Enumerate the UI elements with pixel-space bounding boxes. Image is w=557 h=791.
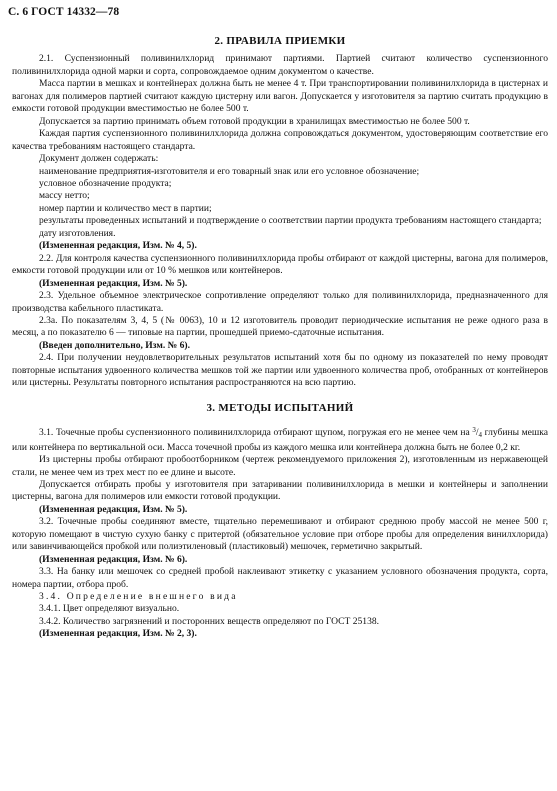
paragraph-document: Каждая партия суспензионного поливинилхлорида должна сопровождаться документом, удостоверяющим соответствие его качества требованиям настоящего стандарта. (12, 128, 548, 152)
section-3-title: 3. МЕТОДЫ ИСПЫТАНИЙ (206, 401, 354, 414)
paragraph-batch-mass: Масса партии в мешках и контейнерах должна быть не менее 4 т. При транспортировании поливинилхлорида в цистернах и вагонах для полимеров партией считают каждую цистерну или вагон. Допускается у изготовителя за партию считать продукцию в емкости готовой продукции вместимостью не более 500 т. (12, 78, 548, 115)
amendment-note: (Измененная редакция, Изм. № 5). (39, 503, 188, 515)
fraction-denominator: 4 (478, 431, 483, 440)
paragraph-2-4: 2.4. При получении неудовлетворительных результатов испытаний хотя бы по одному из показателей по нему проводят повторные испытания удвоенного количества мешков той же партии или удвоенного количества проб, отобранных от контейнеров или цистерны. Результаты повторного испытания распространяются на всю партию. (12, 352, 548, 389)
paragraph-document-contents: Документ должен содержать: (39, 153, 159, 165)
paragraph-3-4: 3.4. Определение внешнего вида (39, 591, 238, 603)
amendment-note: (Введен дополнительно, Изм. № 6). (39, 339, 190, 351)
paragraph-3-1-start: 3.1. Точечные пробы суспензионного поливинилхлорида отбирают щупом, погружая его не менее чем на (39, 427, 470, 439)
paragraph-3-2: 3.2. Точечные пробы соединяют вместе, тщательно перемешивают и отбирают среднюю пробу массой не менее 500 г, которую помещают в чистую сухую банку с притертой (обязательное условие при отборе пробы для определения винилхлорида) или завинчивающейся пробкой или полиэтиленовый (пластиковый) мешочек, герметично закрытый. (12, 516, 548, 553)
paragraph-sampling-permission: Допускается отбирать пробы у изготовителя при затаривании поливинилхлорида в мешки и контейнеры и заполнении цистерны, вагона для полимеров или емкости готовой продукции. (12, 478, 548, 503)
section-2-title: 2. ПРАВИЛА ПРИЕМКИ (214, 35, 346, 47)
paragraph-2-2: 2.2. Для контроля качества суспензионного поливинилхлорида пробы отбирают от каждой цистерны, вагона для полимеров, емкости готовой продукции или от 10 % мешков или контейнеров. (12, 252, 548, 277)
paragraph-tank-sampling: Из цистерны пробы отбирают пробоотборником (чертеж рекомендуемого приложения 2), изготовленным из нержавеющей стали, не менее чем из трех мест по ее длине и высоте. (12, 454, 548, 478)
amendment-note: (Измененная редакция, Изм. № 2, 3). (39, 628, 197, 640)
paragraph-2-3: 2.3. Удельное объемное электрическое сопротивление определяют только для поливинилхлорида, предназначенного для производства кабельного пластиката. (12, 290, 548, 314)
paragraph-3-1-end: глубины мешка или контейнера по вертикальной оси. Масса точечной пробы из каждого мешка или контейнера должна быть не более 0,2 кг. (12, 427, 548, 453)
document-item: результаты проведенных испытаний и подтверждение о соответствии партии продукта требованиям настоящего стандарта; (39, 215, 542, 227)
paragraph-2-3a: 2.3а. По показателям 3, 4, 5 (№ 0063), 10 и 12 изготовитель проводит периодические испытания не реже одного раза в месяц, а по показателю 6 — типовые на партии, прошедшей приемо-сдаточные испытания. (12, 314, 548, 339)
page-header: С. 6 ГОСТ 14332—78 (8, 6, 120, 18)
amendment-note: (Измененная редакция, Изм. № 4, 5). (39, 240, 197, 252)
document-item: наименование предприятия-изготовителя и его товарный знак или его условное обозначение; (39, 165, 420, 177)
document-item: номер партии и количество мест в партии; (39, 202, 212, 214)
paragraph-3-4-1: 3.4.1. Цвет определяют визуально. (39, 603, 180, 615)
amendment-note: (Измененная редакция, Изм. № 5). (39, 277, 188, 289)
document-body (12, 35, 548, 641)
paragraph-3-4-2: 3.4.2. Количество загрязнений и посторонних веществ определяют по ГОСТ 25138. (39, 615, 380, 627)
paragraph-3-1: 3.1. Точечные пробы суспензионного поливинилхлорида отбирают щупом, погружая его не менее чем на $^3/_4$ глубины мешка или контейнера по вертикальной оси. Масса точечной пробы из каждого мешка или контейнера должна быть не более 0,2 кг. (12, 426, 548, 453)
document-item: условное обозначение продукта; (39, 177, 172, 189)
paragraph-3-3: 3.3. На банку или мешочек со средней пробой наклеивают этикетку с указанием условного обозначения продукта, сорта, номера партии, отбора проб. (12, 566, 548, 590)
document-item: массу нетто; (39, 190, 90, 202)
paragraph-storage: Допускается за партию принимать объем готовой продукции в хранилищах вместимостью не более 500 т. (39, 115, 470, 127)
paragraph-2-1: 2.1. Суспензионный поливинилхлорид принимают партиями. Партией считают количество суспензионного поливинилхлорида одной марки и сорта, сопровождаемое одним документом о качестве. (12, 53, 548, 77)
fraction-numerator: 3 (472, 426, 476, 435)
document-item: дату изготовления. (39, 227, 116, 239)
amendment-note: (Измененная редакция, Изм. № 6). (39, 553, 188, 565)
